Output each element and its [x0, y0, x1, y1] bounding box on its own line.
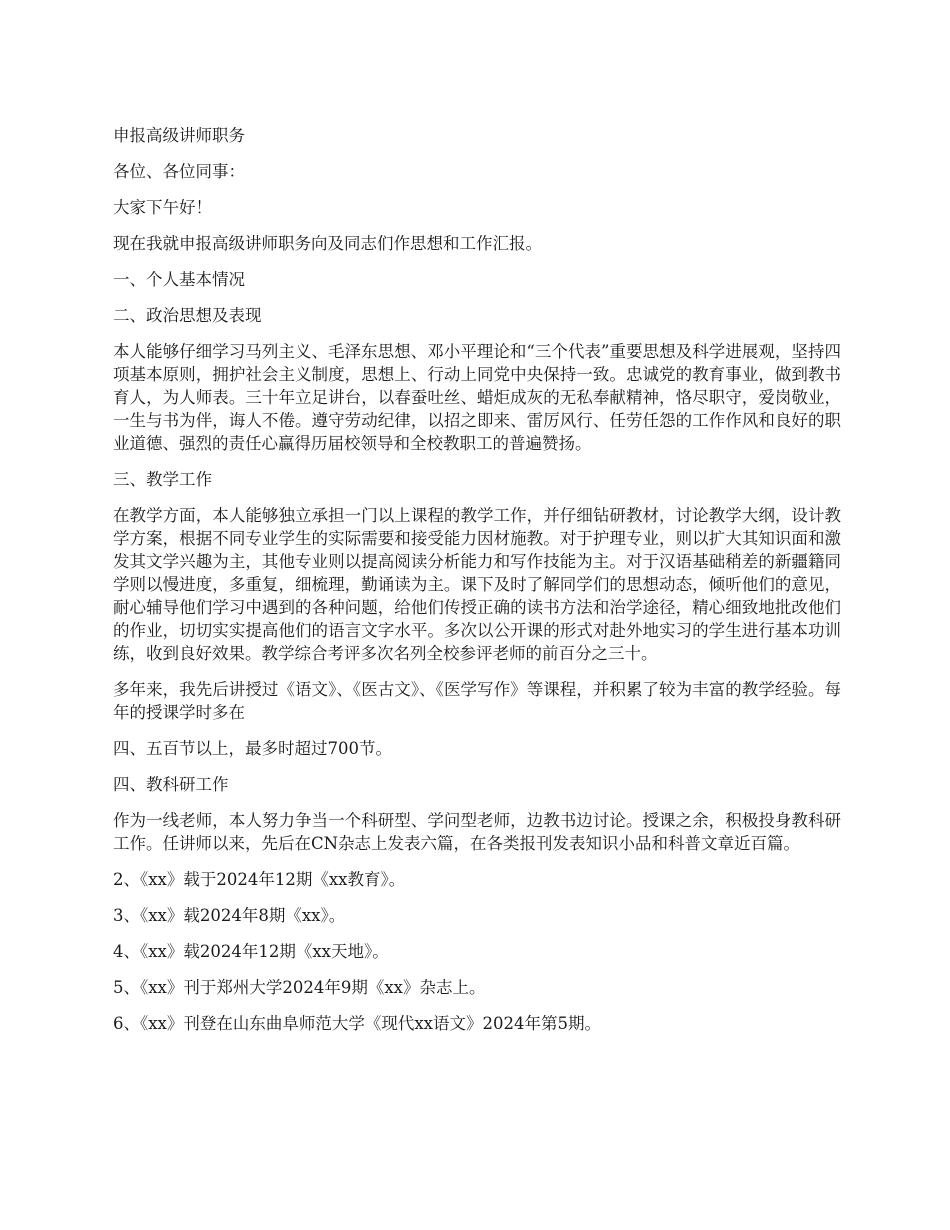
- publication-item: 3、《xx》载2024年8期《xx》。: [113, 906, 346, 925]
- greeting: 大家下午好！: [113, 198, 212, 217]
- courses-paragraph: 多年来，我先后讲授过《语文》、《医古文》、《医学写作》等课程，并积累了较为丰富的教学经验。每年的授课学时多在: [113, 680, 841, 722]
- document-body: [113, 124, 841, 1048]
- document-title: 申报高级讲师职务: [113, 126, 245, 145]
- political-paragraph: 本人能够仔细学习马列主义、毛泽东思想、邓小平理论和“三个代表”重要思想及科学进展观，坚持四项基本原则，拥护社会主义制度，思想上、行动上同党中央保持一致。忠诚党的教育事业，做到教书育人，为人师表。三十年立足讲台，以春蚕吐丝、蜡炬成灰的无私奉献精神，恪尽职守，爱岗敬业，一生与书为伴，诲人不倦。遵守劳动纪律，以招之即来、雷厉风行、任劳任怨的工作作风和良好的职业道德、强烈的责任心赢得历届校领导和全校教职工的普遍赞扬。: [113, 342, 841, 453]
- publication-item: 6、《xx》刊登在山东曲阜师范大学《现代xx语文》2024年第5期。: [113, 1014, 601, 1033]
- research-paragraph: 作为一线老师，本人努力争当一个科研型、学问型老师，边教书边讨论。授课之余，积极投身教科研工作。任讲师以来，先后在CN杂志上发表六篇，在各类报刊发表知识小品和科普文章近百篇。: [113, 811, 841, 853]
- section-heading-research: 四、教科研工作: [113, 775, 229, 794]
- section-heading-political: 二、政治思想及表现: [113, 306, 262, 325]
- publication-item: 2、《xx》载于2024年12期《xx教育》。: [113, 870, 406, 889]
- salutation: 各位、各位同事：: [113, 162, 245, 181]
- section-heading-basic-info: 一、个人基本情况: [113, 270, 245, 289]
- intro-paragraph: 现在我就申报高级讲师职务向及同志们作思想和工作汇报。: [113, 234, 542, 253]
- publication-item: 5、《xx》刊于郑州大学2024年9期《xx》杂志上。: [113, 978, 486, 997]
- hours-paragraph: 四、五百节以上，最多时超过700节。: [113, 739, 392, 758]
- publication-item: 4、《xx》载2024年12期《xx天地》。: [113, 942, 389, 961]
- teaching-paragraph: 在教学方面，本人能够独立承担一门以上课程的教学工作，并仔细钻研教材，讨论教学大纲，设计教学方案，根据不同专业学生的实际需要和接受能力因材施教。对于护理专业，则以扩大其知识面和激发其文学兴趣为主，其他专业则以提高阅读分析能力和写作技能为主。对于汉语基础稍差的新疆籍同学则以慢进度，多重复，细梳理，勤诵读为主。课下及时了解同学们的思想动态，倾听他们的意见，耐心辅导他们学习中遇到的各种问题，给他们传授正确的读书方法和治学途径，精心细致地批改他们的作业，切切实实提高他们的语言文字水平。多次以公开课的形式对赴外地实习的学生进行基本功训练，收到良好效果。教学综合考评多次名列全校参评老师的前百分之三十。: [113, 506, 841, 663]
- section-heading-teaching: 三、教学工作: [113, 470, 212, 489]
